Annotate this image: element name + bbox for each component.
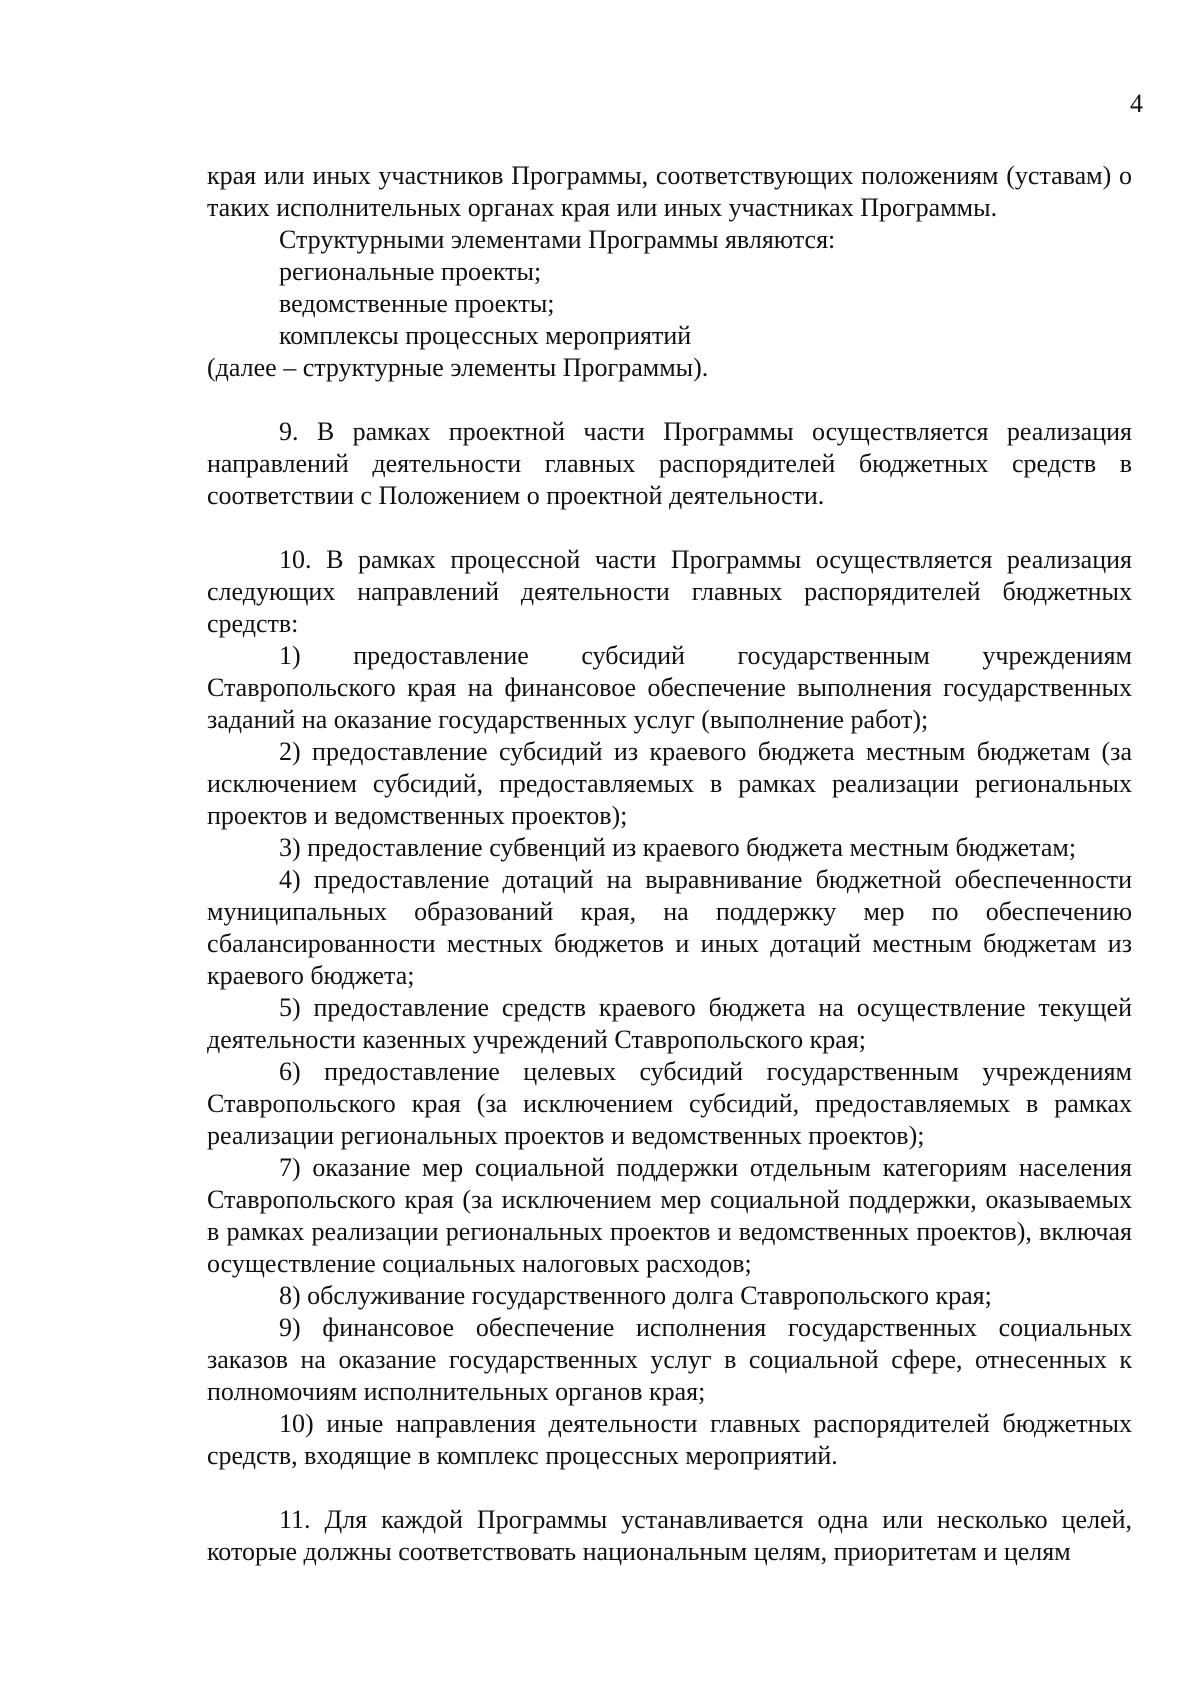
elements-tail: (далее – структурные элементы Программы). <box>207 353 709 382</box>
clause-10-item: 8) обслуживание государственного долга Ставропольского края; <box>279 1281 992 1310</box>
clause-10-item: 4) предоставление дотаций на выравнивание бюджетной обеспеченности муниципальных образований края, на поддержку мер по обеспечению сбалансированности местных бюджетов и иных дотаций местным бюджетам из краевого бюджета; <box>207 865 1132 990</box>
clause-9: 9. В рамках проектной части Программы осуществляется реализация направлений деятельности главных распорядителей бюджетных средств в соответствии с Положением о проектной деятельности. <box>207 417 1132 510</box>
clause-10-item: 7) оказание мер социальной поддержки отдельным категориям населения Ставропольского края (за исключением мер социальной поддержки, оказываемых в рамках реализации региональных проектов и ведомственных проектов), включая осуществление социальных налоговых расходов; <box>207 1153 1132 1278</box>
element-item: комплексы процессных мероприятий <box>279 321 692 350</box>
clause-10-item: 5) предоставление средств краевого бюджета на осуществление текущей деятельности казенных учреждений Ставропольского края; <box>207 993 1132 1054</box>
clause-10-lead: 10. В рамках процессной части Программы осуществляется реализация следующих направлений деятельности главных распорядителей бюджетных средств: <box>207 545 1132 638</box>
element-item: региональные проекты; <box>279 257 542 286</box>
clause-10-item: 10) иные направления деятельности главных распорядителей бюджетных средств, входящие в комплекс процессных мероприятий. <box>207 1409 1132 1470</box>
clause-10-item: 9) финансовое обеспечение исполнения государственных социальных заказов на оказание государственных услуг в социальной сфере, отнесенных к полномочиям исполнительных органов края; <box>207 1313 1132 1406</box>
clause-11: 11. Для каждой Программы устанавливается одна или несколько целей, которые должны соответствовать национальным целям, приоритетам и целям <box>207 1505 1132 1566</box>
page-number: 4 <box>1130 89 1143 118</box>
elements-heading: Структурными элементами Программы являются: <box>279 225 836 254</box>
intro-continuation: края или иных участников Программы, соответствующих положениям (уставам) о таких исполнительных органах края или иных участниках Программы. <box>207 161 1132 222</box>
document-body <box>207 160 1132 1568</box>
spacer <box>207 512 1132 544</box>
element-item: ведомственные проекты; <box>279 289 555 318</box>
clause-10-item: 1) предоставление субсидий государственным учреждениям Ставропольского края на финансовое обеспечение выполнения государственных заданий на оказание государственных услуг (выполнение работ); <box>207 641 1132 734</box>
clause-10-item: 3) предоставление субвенций из краевого бюджета местным бюджетам; <box>279 833 1077 862</box>
clause-10-item: 6) предоставление целевых субсидий государственным учреждениям Ставропольского края (за исключением субсидий, предоставляемых в рамках реализации региональных проектов и ведомственных проектов); <box>207 1057 1132 1150</box>
spacer <box>207 1472 1132 1504</box>
clause-10-item: 2) предоставление субсидий из краевого бюджета местным бюджетам (за исключением субсидий, предоставляемых в рамках реализации региональных проектов и ведомственных проектов); <box>207 737 1132 830</box>
spacer <box>207 384 1132 416</box>
